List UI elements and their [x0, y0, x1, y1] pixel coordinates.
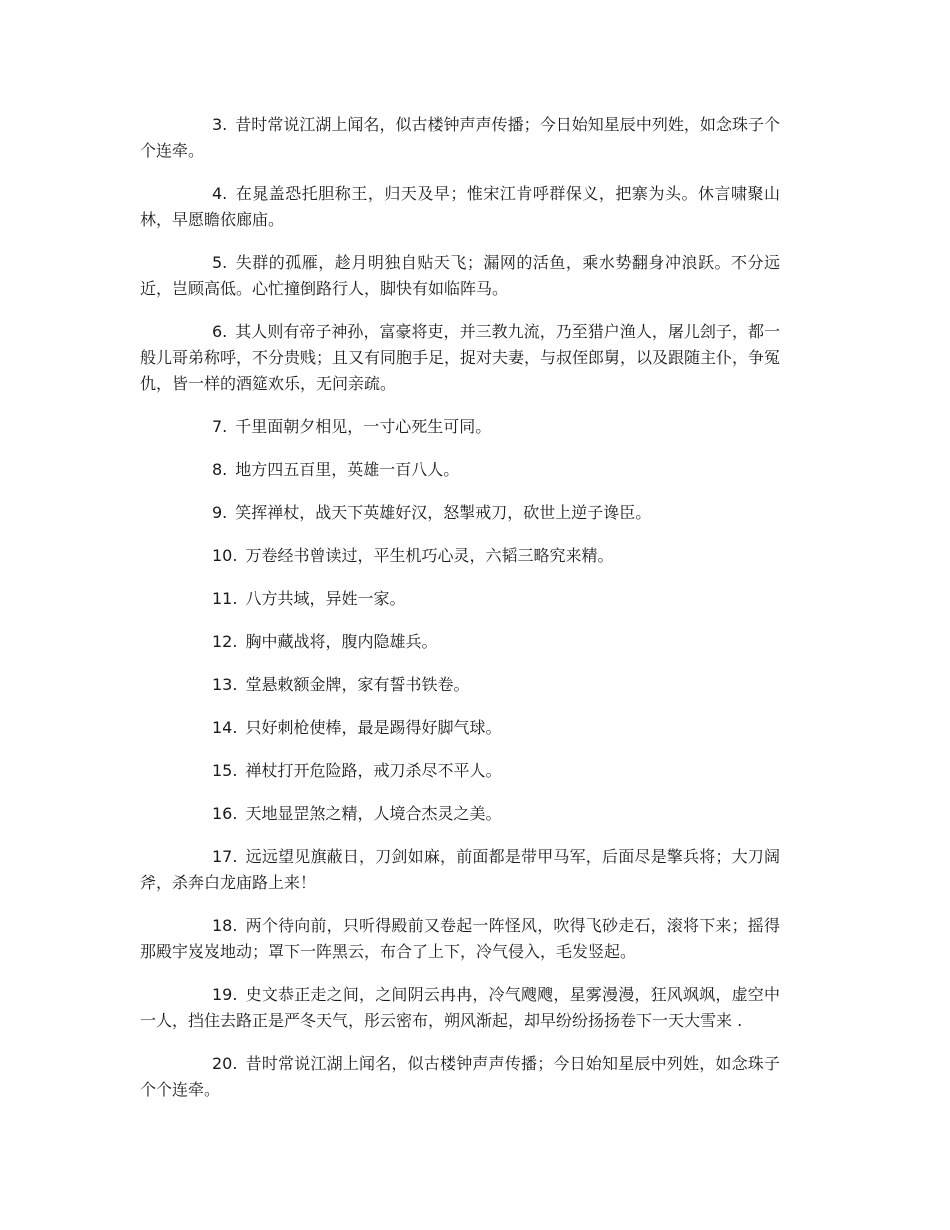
list-item [140, 844, 780, 896]
item-number: 9. [212, 503, 228, 522]
item-text: 天地显罡煞之精，人境合杰灵之美。 [245, 804, 502, 823]
list-item [140, 913, 780, 965]
item-number: 5. [212, 253, 228, 272]
item-number: 11. [212, 589, 238, 608]
list-item [140, 414, 780, 440]
item-text: 两个待向前，只听得殿前又卷起一阵怪风，吹得飞砂走石，滚将下来；摇得那殿宇岌岌地动；罩下一阵黑云，布合了上下，冷气侵入，毛发竖起。 [140, 916, 780, 961]
item-text: 失群的孤雁，趁月明独自贴天飞；漏网的活鱼，乘水势翻身冲浪跃。不分远近，岂顾高低。心忙撞倒路行人，脚快有如临阵马。 [140, 253, 780, 298]
list-item [140, 500, 780, 526]
list-item [140, 801, 780, 827]
item-number: 20. [212, 1054, 238, 1073]
item-number: 4. [212, 184, 228, 203]
item-number: 8. [212, 460, 228, 479]
list-item [140, 715, 780, 741]
list-item [140, 319, 780, 397]
item-text: 万卷经书曾读过，平生机巧心灵，六韬三略究来精。 [245, 546, 614, 565]
item-number: 12. [212, 632, 238, 651]
list-item [140, 250, 780, 302]
list-item [140, 629, 780, 655]
item-text: 地方四五百里，英雄一百八人。 [235, 460, 460, 479]
item-number: 6. [212, 322, 228, 341]
item-text: 其人则有帝子神孙，富豪将吏，并三教九流，乃至猎户渔人，屠儿刽子，都一般儿哥弟称呼，不分贵贱；且又有同胞手足，捉对夫妻，与叔侄郎舅，以及跟随主仆，争冤仇，皆一样的酒筵欢乐，无问亲疏。 [140, 322, 781, 393]
item-number: 18. [212, 916, 238, 935]
list-item [140, 982, 780, 1034]
list-item [140, 112, 780, 164]
item-number: 14. [212, 718, 238, 737]
item-number: 15. [212, 761, 238, 780]
item-text: 只好刺枪使棒，最是踢得好脚气球。 [245, 718, 502, 737]
list-item [140, 181, 780, 233]
item-text: 昔时常说江湖上闻名，似古楼钟声声传播；今日始知星辰中列姓，如念珠子个个连牵。 [140, 1054, 780, 1099]
item-text: 千里面朝夕相见，一寸心死生可同。 [235, 417, 492, 436]
item-number: 7. [212, 417, 228, 436]
item-text: 堂悬敕额金牌，家有誓书铁卷。 [245, 675, 470, 694]
item-number: 13. [212, 675, 238, 694]
item-text: 在晁盖恐托胆称王，归天及早；惟宋江肯呼群保义，把寨为头。休言啸聚山林，早愿瞻依廊庙。 [140, 184, 780, 229]
item-number: 19. [212, 985, 238, 1004]
item-text: 史文恭正走之间，之间阴云冉冉，冷气飕飕，星雾漫漫，狂风飒飒，虚空中一人，挡住去路正是严冬天气，彤云密布，朔风渐起，却早纷纷扬扬卷下一天大雪来 . [140, 985, 780, 1030]
item-text: 远远望见旗蔽日，刀剑如麻，前面都是带甲马军，后面尽是擎兵将；大刀阔斧，杀奔白龙庙路上来！ [140, 847, 780, 892]
item-text: 禅杖打开危险路，戒刀杀尽不平人。 [245, 761, 502, 780]
item-number: 17. [212, 847, 238, 866]
item-text: 笑挥禅杖，战天下英雄好汉，怒掣戒刀，砍世上逆子谗臣。 [235, 503, 652, 522]
list-item [140, 758, 780, 784]
item-text: 八方共域，异姓一家。 [245, 589, 406, 608]
item-text: 昔时常说江湖上闻名，似古楼钟声声传播；今日始知星辰中列姓，如念珠子个个连牵。 [140, 115, 780, 160]
list-item [140, 586, 780, 612]
item-text: 胸中藏战将，腹内隐雄兵。 [245, 632, 438, 651]
item-number: 16. [212, 804, 238, 823]
item-number: 10. [212, 546, 238, 565]
item-number: 3. [212, 115, 228, 134]
list-item [140, 457, 780, 483]
list-item [140, 672, 780, 698]
list-item [140, 1051, 780, 1103]
document-body [140, 112, 780, 1120]
list-item [140, 543, 780, 569]
